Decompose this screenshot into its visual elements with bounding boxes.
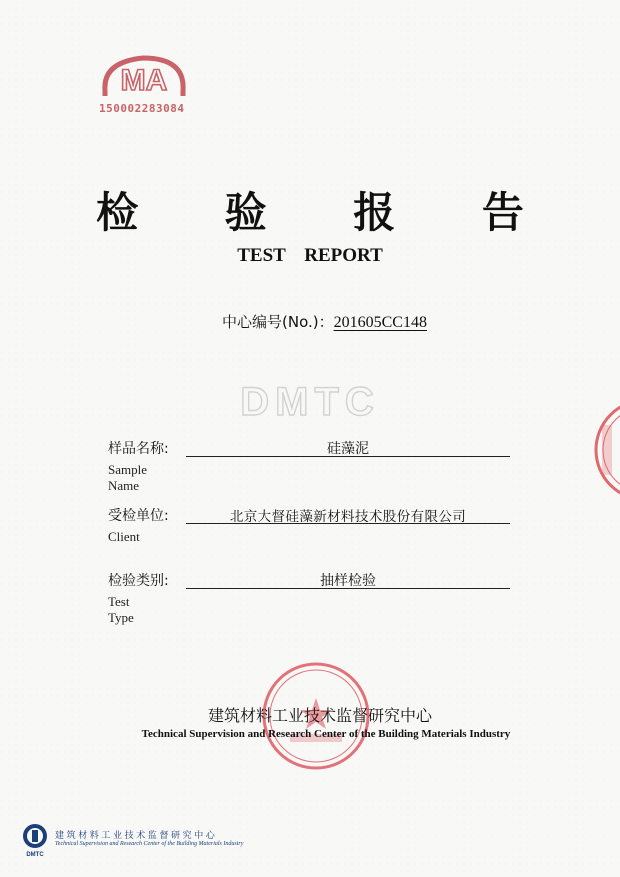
footer-org-cn: 建筑材料工业技术监督研究中心 bbox=[55, 831, 218, 841]
title-en: TEST REPORT bbox=[237, 245, 383, 266]
field-value: 抽样检验 bbox=[320, 573, 376, 589]
edge-seal bbox=[590, 395, 620, 505]
report-number-label: 中心编号(No.)： bbox=[222, 313, 334, 331]
cma-logo bbox=[97, 50, 191, 102]
footer-org-en: Technical Supervision and Research Center of the Building Materials Industry bbox=[55, 841, 244, 847]
field-value: 北京大督硅藻新材料技术股份有限公司 bbox=[229, 509, 467, 525]
cma-mark-text: MA bbox=[120, 64, 168, 97]
title-cn: 检 验 报 告 bbox=[96, 188, 560, 237]
dmtc-watermark bbox=[190, 382, 430, 422]
field-label-cn: 检验类别: bbox=[108, 573, 169, 589]
cma-number: 150002283084 bbox=[99, 102, 185, 115]
cma-badge bbox=[97, 50, 191, 115]
field-value: 硅藻泥 bbox=[327, 441, 369, 457]
field-label-en: Sample Name bbox=[108, 462, 147, 493]
organization-name-cn: 建筑材料工业技术监督研究中心 bbox=[207, 706, 432, 725]
report-number bbox=[222, 311, 427, 332]
field-label-cn: 受检单位: bbox=[108, 508, 169, 524]
watermark-text: DMTC bbox=[240, 382, 380, 422]
field-label-en: Client bbox=[108, 529, 140, 544]
field-underline bbox=[186, 456, 510, 457]
footer-logo-icon bbox=[20, 822, 50, 858]
field-underline bbox=[186, 588, 510, 589]
field-label-en: Test Type bbox=[108, 594, 134, 625]
organization-name-en: Technical Supervision and Research Center of the Building Materials Industry bbox=[141, 728, 511, 740]
field-underline bbox=[186, 523, 510, 524]
footer-logo-text: DMTC bbox=[26, 852, 44, 858]
report-number-value: 201605CC148 bbox=[333, 314, 427, 331]
field-label-cn: 样品名称: bbox=[108, 441, 169, 457]
